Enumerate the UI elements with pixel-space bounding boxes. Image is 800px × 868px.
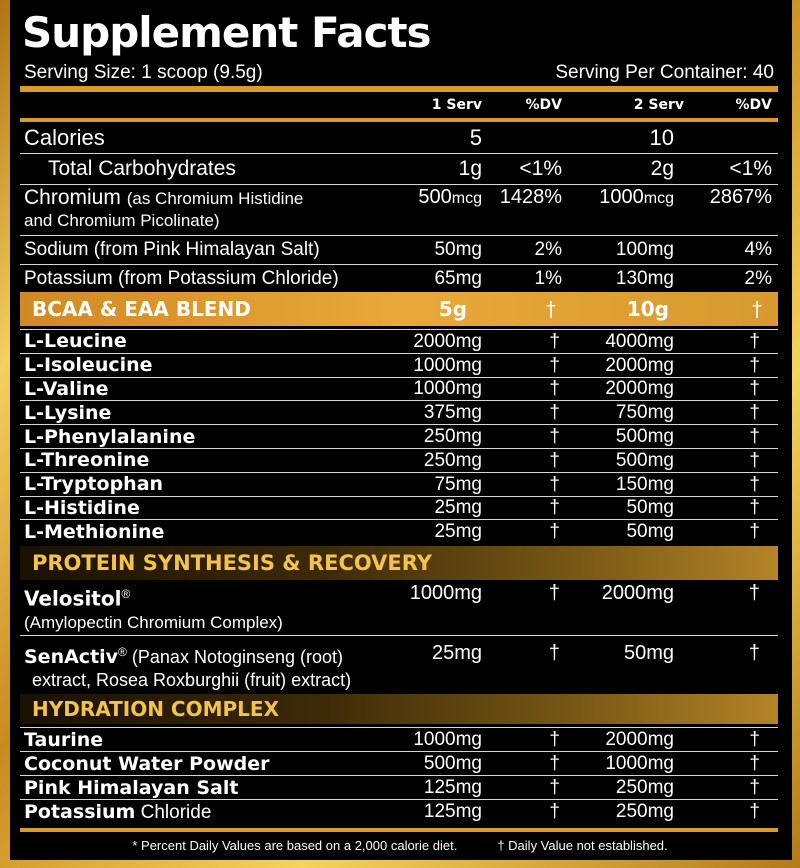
dv-serv1: † — [549, 497, 560, 519]
value-serv1: 125mg — [423, 777, 482, 798]
ingredient-row — [24, 473, 774, 497]
value-serv2: 2000mg — [605, 354, 674, 376]
nutrient-detail: (as Chromium Histidine — [126, 189, 304, 208]
header-serv1: 1 Serv — [431, 97, 482, 113]
value-serv1: 500mg — [423, 753, 482, 774]
value-serv2: 2g — [650, 157, 674, 180]
dv-serv1: † — [549, 426, 560, 448]
dv-serv1: † — [549, 753, 560, 774]
value-serv2: 50mg — [623, 642, 674, 664]
ingredient-name: Coconut Water Powder — [24, 752, 270, 775]
ingredient-name: L-Threonine — [24, 449, 150, 472]
dv-serv1: † — [549, 473, 560, 495]
value-serv2: 50mg — [626, 521, 674, 543]
dv-serv2: 2% — [744, 268, 772, 289]
page-title: Supplement Facts — [22, 8, 431, 57]
footnote-daily-values: * Percent Daily Values are based on a 2,000 calorie diet. — [132, 838, 458, 853]
value-serv1: 25mg — [434, 497, 482, 519]
ingredient-name: Potassium — [24, 800, 136, 823]
ingredient-detail: (Panax Notoginseng (root) — [131, 647, 344, 667]
section-title: HYDRATION COMPLEX — [32, 697, 280, 721]
dv-serv1: † — [549, 777, 560, 798]
value-serv2: 2000mg — [601, 582, 674, 604]
ingredient-suffix: Chloride — [135, 801, 212, 823]
ingredient-row — [24, 449, 774, 473]
dv-serv1: † — [548, 642, 560, 664]
dv-serv1: <1% — [519, 157, 562, 180]
value-serv1: 250mg — [423, 426, 482, 448]
value-serv2: 2000mg — [605, 729, 674, 750]
value-serv1: 50mg — [434, 239, 482, 260]
value-serv2: 130mg — [615, 268, 674, 289]
servings-per-container: Serving Per Container: 40 — [555, 62, 774, 83]
nutrient-name: Calories — [24, 125, 105, 150]
ingredient-name: SenActiv — [24, 646, 119, 668]
divider — [20, 264, 778, 265]
value-serv2: 50mg — [626, 497, 674, 519]
dv-serv2: † — [749, 378, 760, 400]
dv-serv2: † — [752, 297, 762, 321]
value-serv2: 250mg — [615, 777, 674, 798]
value-serv1: 1000mg — [413, 378, 482, 400]
dv-serv1: † — [549, 330, 560, 352]
dv-serv2: † — [749, 521, 760, 543]
dv-serv1: † — [549, 354, 560, 376]
dv-serv2: † — [748, 582, 760, 604]
value-serv2: 750mg — [615, 402, 674, 424]
ingredient-row — [24, 354, 774, 378]
ingredient-name: L-Tryptophan — [24, 473, 164, 496]
header-serv2: 2 Serv — [633, 97, 684, 113]
value-serv2: 2000mg — [605, 378, 674, 400]
dv-serv2: † — [749, 777, 760, 798]
ingredient-row — [24, 752, 774, 776]
dv-serv2: † — [749, 753, 760, 774]
ingredient-row — [24, 401, 774, 425]
ingredient-name: L-Methionine — [24, 520, 165, 543]
supplement-facts-panel — [10, 0, 792, 860]
column-headers — [24, 95, 774, 115]
ingredient-row — [24, 425, 774, 449]
ingredient-name: L-Lysine — [24, 401, 112, 424]
ingredient-name: L-Leucine — [24, 330, 127, 353]
value-serv2: 10g — [626, 297, 669, 321]
section-protein-synthesis-recovery — [20, 546, 778, 580]
dv-serv1: † — [549, 729, 560, 750]
ingredient-name: L-Phenylalanine — [24, 425, 196, 448]
nutrient-name: Chromium — [24, 186, 121, 209]
dv-serv2: † — [749, 449, 760, 471]
row-velositol — [24, 582, 774, 632]
row-sodium — [24, 237, 774, 263]
ingredient-detail: (Amylopectin Chromium Complex) — [24, 612, 283, 632]
dv-serv1: † — [548, 582, 560, 604]
dv-serv1: † — [549, 521, 560, 543]
divider — [20, 153, 778, 154]
ingredient-row — [24, 728, 774, 752]
nutrient-name: Sodium (from Pink Himalayan Salt) — [24, 239, 320, 260]
value-serv1: 250mg — [423, 449, 482, 471]
nutrient-name: Potassium (from Potassium Chloride) — [24, 268, 339, 289]
divider — [20, 828, 778, 832]
value-serv1: 75mg — [434, 473, 482, 495]
ingredient-row — [24, 330, 774, 354]
ingredient-row — [24, 776, 774, 800]
ingredient-row — [24, 520, 774, 544]
row-chromium — [24, 186, 774, 234]
dv-serv1: † — [549, 402, 560, 424]
dv-serv1: † — [549, 449, 560, 471]
divider — [20, 184, 778, 185]
row-total-carbohydrates — [24, 155, 774, 183]
divider — [20, 635, 778, 636]
ingredient-row — [24, 800, 774, 824]
ingredient-name: L-Isoleucine — [24, 354, 153, 377]
dv-serv2: † — [749, 426, 760, 448]
value-serv1: 65mg — [434, 268, 482, 289]
dv-serv1: † — [546, 297, 556, 321]
divider — [20, 118, 778, 122]
row-calories — [24, 124, 774, 152]
value-serv2: 500mg — [615, 426, 674, 448]
registered-mark: ® — [121, 587, 131, 601]
value-serv1: 5 — [469, 125, 482, 150]
dv-serv2: 2867% — [709, 186, 772, 208]
dv-serv1: † — [549, 378, 560, 400]
ingredient-name: L-Histidine — [24, 496, 140, 519]
value-serv2: 500mg — [615, 449, 674, 471]
footnote-dagger: † Daily Value not established. — [497, 838, 668, 853]
section-title: BCAA & EAA BLEND — [32, 297, 251, 321]
section-hydration-complex — [20, 694, 778, 724]
value-serv2: 100mg — [615, 239, 674, 260]
value-serv1: 1000mg — [413, 729, 482, 750]
dv-serv1: 1428% — [499, 186, 562, 208]
nutrient-detail: and Chromium Picolinate) — [24, 211, 220, 230]
dv-serv2: † — [749, 473, 760, 495]
divider — [20, 235, 778, 236]
ingredient-name: Pink Himalayan Salt — [24, 776, 239, 799]
ingredient-name: Taurine — [24, 728, 104, 751]
footnotes — [0, 838, 800, 853]
header-dv1: %DV — [525, 97, 562, 113]
header-dv2: %DV — [735, 97, 772, 113]
ingredient-detail: extract, Rosea Roxburghii (fruit) extract) — [32, 670, 352, 690]
dv-serv2: † — [749, 729, 760, 750]
ingredient-name: L-Valine — [24, 377, 109, 400]
value-serv1: 25mg — [434, 521, 482, 543]
dv-serv1: 1% — [534, 268, 562, 289]
registered-mark: ® — [118, 645, 127, 659]
nutrient-name: Total Carbohydrates — [48, 157, 236, 180]
value-serv1: 1000mg — [409, 582, 482, 604]
thick-divider — [20, 86, 778, 92]
dv-serv2: † — [749, 801, 760, 822]
ingredient-name: Velositol — [24, 586, 122, 611]
value-serv2: 10 — [649, 125, 674, 150]
ingredient-row — [24, 378, 774, 402]
ingredient-row — [24, 497, 774, 521]
value-serv1: 500mcg — [418, 186, 482, 208]
value-serv1: 125mg — [423, 801, 482, 822]
value-serv1: 2000mg — [413, 330, 482, 352]
value-serv1: 375mg — [423, 402, 482, 424]
serving-size: Serving Size: 1 scoop (9.5g) — [24, 62, 263, 83]
value-serv2: 4000mg — [605, 330, 674, 352]
dv-serv2: 4% — [744, 239, 772, 260]
dv-serv2: † — [749, 497, 760, 519]
dv-serv2: <1% — [729, 157, 772, 180]
dv-serv2: † — [748, 642, 760, 664]
dv-serv2: † — [749, 402, 760, 424]
dv-serv2: † — [749, 354, 760, 376]
dv-serv2: † — [749, 330, 760, 352]
value-serv1: 1000mg — [413, 354, 482, 376]
section-title: PROTEIN SYNTHESIS & RECOVERY — [32, 551, 432, 575]
dv-serv1: † — [549, 801, 560, 822]
value-serv2: 250mg — [615, 801, 674, 822]
dv-serv1: 2% — [534, 239, 562, 260]
value-serv1: 1g — [458, 157, 482, 180]
value-serv2: 1000mg — [605, 753, 674, 774]
value-serv1: 25mg — [431, 642, 482, 664]
value-serv1: 5g — [438, 297, 467, 321]
value-serv2: 150mg — [615, 473, 674, 495]
row-potassium — [24, 266, 774, 292]
serving-info — [24, 62, 774, 84]
row-senactiv — [24, 640, 774, 690]
section-bcaa-eaa-blend — [20, 292, 778, 326]
value-serv2: 1000mcg — [599, 186, 674, 208]
